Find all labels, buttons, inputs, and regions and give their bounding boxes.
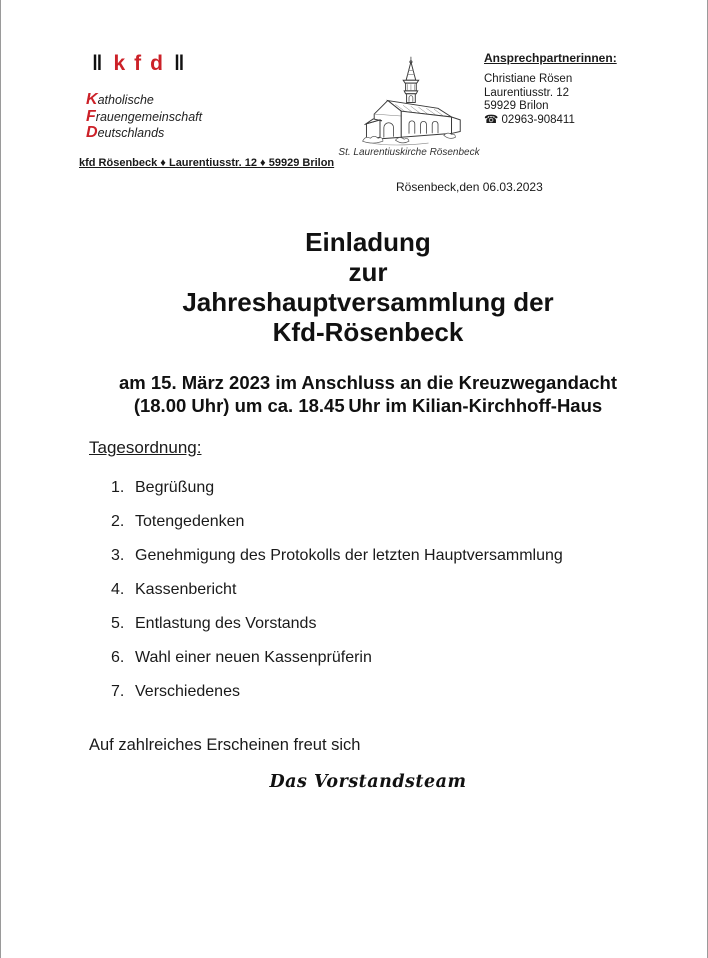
organisation-name-line (86, 125, 202, 142)
org-initial: F (86, 107, 96, 125)
agenda-item-text: Begrüßung (135, 479, 215, 496)
agenda-item-number: 2. (111, 513, 125, 530)
agenda-item-text: Verschiedenes (135, 683, 240, 700)
event-datetime (29, 372, 707, 417)
logo-letter-d: d (150, 52, 164, 75)
dateline: Rösenbeck,den 06.03.2023 (396, 180, 543, 194)
title-line: Einladung (305, 227, 431, 257)
agenda-item-text: Totengedenken (135, 513, 245, 530)
phone-number: 02963-908411 (501, 113, 575, 126)
organisation-name-line (86, 109, 202, 126)
contact-block (484, 51, 617, 127)
logo-bar-left: ‖ (92, 52, 104, 75)
title-line: Jahreshauptversammlung der (182, 287, 554, 317)
agenda-item-number: 5. (111, 615, 125, 632)
agenda-item (111, 649, 563, 683)
contact-line: Laurentiusstr. 12 (484, 86, 570, 99)
agenda-item (111, 513, 563, 547)
closing-line: Auf zahlreiches Erscheinen freut sich (89, 736, 361, 754)
org-rest: atholische (97, 93, 154, 107)
agenda-heading: Tagesordnung: (89, 438, 202, 457)
agenda-item (111, 479, 563, 513)
agenda-item-number: 1. (111, 479, 125, 496)
agenda-item-number: 4. (111, 581, 125, 598)
org-rest: eutschlands (97, 126, 165, 140)
agenda-item-text: Genehmigung des Protokolls der letzten Hauptversammlung (135, 547, 563, 564)
organisation-name (86, 92, 202, 142)
logo-letter-k: k (113, 52, 127, 75)
church-illustration (349, 56, 469, 153)
logo-letter-f: f (134, 52, 143, 75)
organisation-name-line (86, 92, 202, 109)
contact-phone-line (484, 114, 617, 128)
agenda-item-number: 6. (111, 649, 125, 666)
agenda-item-text: Kassenbericht (135, 581, 237, 598)
signature: Das Vorstandsteam (269, 772, 467, 792)
event-datetime-line: (18.00 Uhr) um ca. 18.45 Uhr im Kilian-Kirchhoff-Haus (133, 394, 603, 416)
agenda-item (111, 615, 563, 649)
title-line: zur (348, 257, 388, 287)
title-line: Kfd-Rösenbeck (272, 317, 464, 347)
letter-title (29, 227, 707, 347)
agenda-item (111, 683, 563, 717)
org-initial: K (86, 91, 98, 108)
kfd-logo (86, 52, 191, 76)
sender-address-line: kfd Rösenbeck ♦ Laurentiusstr. 12 ♦ 59929 Brilon (79, 157, 335, 169)
agenda-item (111, 547, 563, 581)
contact-lines (484, 73, 617, 114)
contact-line: Christiane Rösen (484, 73, 573, 85)
agenda-list (111, 479, 563, 717)
logo-bar-right: ‖ (173, 52, 186, 75)
agenda-item (111, 581, 563, 615)
org-initial: D (86, 124, 98, 141)
contact-line: 59929 Brilon (484, 100, 549, 112)
contact-heading: Ansprechpartnerinnen: (484, 51, 617, 65)
church-caption: St. Laurentiuskirche Rösenbeck (338, 147, 480, 158)
agenda-item-text: Wahl einer neuen Kassenprüferin (135, 649, 372, 666)
event-datetime-line: am 15. März 2023 im Anschluss an die Kreuzwegandacht (119, 372, 617, 393)
agenda-item-text: Entlastung des Vorstands (135, 615, 317, 632)
agenda-item-number: 7. (111, 683, 125, 700)
phone-icon: ☎ (484, 113, 499, 126)
agenda-item-number: 3. (111, 547, 125, 564)
org-rest: rauengemeinschaft (95, 109, 203, 124)
